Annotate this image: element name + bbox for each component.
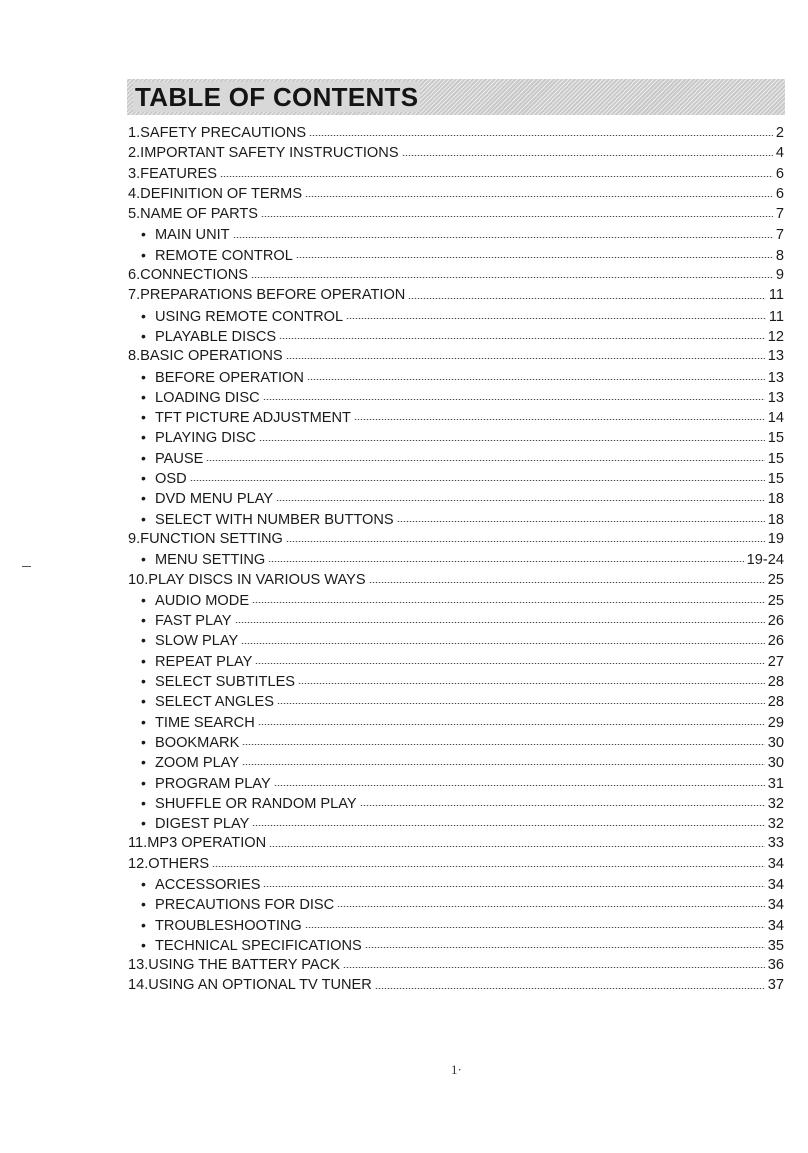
toc-entry-page: 9: [775, 267, 784, 284]
toc-entry-page: 2: [775, 125, 784, 141]
toc-entry-label: 2.IMPORTANT SAFETY INSTRUCTIONS: [128, 145, 399, 162]
toc-entry-label: DIGEST PLAY: [155, 816, 250, 833]
toc-entry[interactable]: [128, 651, 784, 671]
bullet-icon: •: [141, 875, 146, 892]
toc-entry[interactable]: [128, 184, 784, 204]
toc-entry-label: AUDIO MODE: [155, 592, 250, 609]
bullet-icon: •: [141, 551, 146, 568]
bullet-icon: •: [141, 733, 146, 750]
toc-entry[interactable]: [128, 224, 784, 244]
toc-entry-label: 14.USING AN OPTIONAL TV TUNER: [128, 977, 372, 994]
toc-entry-page: 15: [767, 450, 784, 467]
bullet-icon: •: [141, 794, 146, 811]
toc-entry[interactable]: [128, 915, 784, 935]
dot-leader: [307, 379, 765, 380]
dot-leader: [309, 135, 773, 136]
dot-leader: [305, 196, 773, 197]
dot-leader: [298, 683, 765, 684]
dot-leader: [263, 886, 764, 887]
toc-entry[interactable]: [128, 427, 784, 447]
dot-leader: [375, 988, 765, 989]
toc-entry[interactable]: [128, 326, 784, 346]
toc-entry-label: PLAYING DISC: [155, 430, 257, 447]
bullet-icon: •: [141, 673, 146, 690]
toc-entry-label: PROGRAM PLAY: [155, 775, 271, 792]
toc-entry-page: 25: [767, 571, 784, 588]
bullet-icon: •: [141, 713, 146, 730]
toc-entry[interactable]: [128, 671, 784, 691]
toc-entry[interactable]: [128, 529, 784, 549]
dot-leader: [279, 338, 765, 339]
dot-leader: [258, 724, 765, 725]
dot-leader: [305, 927, 765, 928]
page-title: TABLE OF CONTENTS: [135, 82, 419, 112]
toc-entry[interactable]: [128, 367, 784, 387]
toc-entry-page: 37: [767, 977, 784, 994]
toc-entry-page: 34: [767, 897, 784, 914]
toc-entry-page: 15: [767, 430, 784, 447]
toc-entry-label: MENU SETTING: [155, 552, 266, 569]
toc-entry-label: 5.NAME OF PARTS: [128, 206, 259, 223]
toc-entry[interactable]: [128, 752, 784, 772]
toc-entry-page: 4: [775, 145, 784, 162]
dot-leader: [337, 906, 765, 907]
toc-entry-label: 11.MP3 OPERATION: [128, 835, 267, 852]
toc-entry-label: TFT PICTURE ADJUSTMENT: [155, 410, 351, 427]
toc-entry-page: 14: [767, 410, 784, 427]
toc-entry[interactable]: [128, 610, 784, 630]
toc-entry[interactable]: [128, 935, 784, 955]
dot-leader: [286, 358, 765, 359]
toc-entry[interactable]: [128, 894, 784, 914]
dot-leader: [190, 480, 765, 481]
toc-entry-label: BEFORE OPERATION: [155, 369, 304, 386]
toc-entry-page: 18: [767, 491, 784, 508]
dot-leader: [277, 703, 765, 704]
toc-entry[interactable]: [128, 813, 784, 833]
toc-entry[interactable]: [128, 874, 784, 894]
toc-entry-page: 26: [767, 633, 784, 650]
toc-entry-page: 36: [767, 957, 784, 974]
bullet-icon: •: [141, 246, 146, 263]
toc-entry-page: 13: [767, 369, 784, 386]
toc-entry-label: SHUFFLE OR RANDOM PLAY: [155, 795, 357, 812]
toc-entry-label: MAIN UNIT: [155, 227, 230, 244]
toc-entry-page: 15: [767, 471, 784, 488]
bullet-icon: •: [141, 652, 146, 669]
toc-entry-page: 6: [775, 185, 784, 202]
toc-entry[interactable]: [128, 833, 784, 853]
dot-leader: [286, 541, 765, 542]
toc-entry-page: 29: [767, 714, 784, 731]
toc-entry-label: FAST PLAY: [155, 613, 232, 630]
toc-entry-label: SELECT SUBTITLES: [155, 674, 296, 691]
dot-leader: [241, 643, 765, 644]
toc-entry-label: SELECT WITH NUMBER BUTTONS: [155, 511, 394, 528]
dot-leader: [251, 277, 773, 278]
dot-leader: [242, 744, 764, 745]
toc-entry-page: 34: [767, 876, 784, 893]
toc-entry-page: 7: [775, 227, 784, 244]
table-of-contents: [128, 123, 784, 996]
title-banner: [127, 79, 785, 115]
dot-leader: [296, 257, 773, 258]
toc-entry[interactable]: [128, 204, 784, 224]
toc-entry-page: 34: [767, 855, 784, 872]
toc-entry-label: SELECT ANGLES: [155, 694, 274, 711]
toc-entry-label: 3.FEATURES: [128, 165, 217, 182]
bullet-icon: •: [141, 936, 146, 953]
bullet-icon: •: [141, 632, 146, 649]
bullet-icon: •: [141, 368, 146, 385]
dot-leader: [220, 176, 773, 177]
dot-leader: [365, 947, 765, 948]
bullet-icon: •: [141, 693, 146, 710]
bullet-icon: •: [141, 307, 146, 324]
bullet-icon: •: [141, 510, 146, 527]
bullet-icon: •: [141, 226, 146, 243]
toc-entry[interactable]: [128, 285, 784, 305]
bullet-icon: •: [141, 449, 146, 466]
toc-entry[interactable]: [128, 407, 784, 427]
dot-leader: [268, 561, 743, 562]
bullet-icon: •: [141, 429, 146, 446]
dot-leader: [261, 216, 773, 217]
toc-entry[interactable]: [128, 955, 784, 975]
bullet-icon: •: [141, 896, 146, 913]
toc-entry[interactable]: [128, 143, 784, 163]
toc-entry-page: 35: [767, 937, 784, 954]
page-number: 1·: [451, 1062, 462, 1077]
dot-leader: [369, 582, 765, 583]
toc-entry[interactable]: [128, 387, 784, 407]
toc-entry-label: TROUBLESHOOTING: [155, 917, 302, 934]
dot-leader: [360, 805, 765, 806]
toc-entry-label: LOADING DISC: [155, 389, 260, 406]
toc-entry-label: 6.CONNECTIONS: [128, 267, 249, 284]
dot-leader: [397, 521, 765, 522]
dot-leader: [233, 237, 773, 238]
bullet-icon: •: [141, 815, 146, 832]
dot-leader: [346, 318, 766, 319]
toc-entry-label: PLAYABLE DISCS: [155, 328, 277, 345]
toc-entry-label: PAUSE: [155, 450, 204, 467]
toc-entry-page: 11: [768, 308, 784, 325]
toc-entry-label: 12.OTHERS: [128, 855, 210, 872]
bullet-icon: •: [141, 612, 146, 629]
bullet-icon: •: [141, 754, 146, 771]
toc-entry-page: 19: [767, 530, 784, 547]
dot-leader: [242, 764, 765, 765]
toc-entry[interactable]: [128, 123, 784, 143]
toc-entry-page: 28: [767, 694, 784, 711]
dot-leader: [263, 399, 765, 400]
dot-leader: [269, 846, 765, 847]
toc-entry-label: TIME SEARCH: [155, 714, 255, 731]
toc-entry-label: 7.PREPARATIONS BEFORE OPERATION: [128, 287, 406, 304]
toc-entry-label: BOOKMARK: [155, 734, 240, 751]
toc-entry-page: 31: [767, 775, 784, 792]
toc-entry-page: 28: [767, 674, 784, 691]
toc-entry-page: 12: [767, 328, 784, 345]
dot-leader: [235, 622, 765, 623]
toc-entry[interactable]: [128, 854, 784, 874]
toc-entry-page: 7: [775, 206, 784, 223]
toc-entry-page: 33: [767, 835, 784, 852]
dot-leader: [206, 460, 764, 461]
toc-entry-label: DVD MENU PLAY: [155, 491, 274, 508]
toc-entry-label: REMOTE CONTROL: [155, 247, 293, 264]
toc-entry[interactable]: [128, 691, 784, 711]
dot-leader: [252, 825, 764, 826]
bullet-icon: •: [141, 470, 146, 487]
toc-entry[interactable]: [128, 590, 784, 610]
toc-entry-page: 30: [767, 755, 784, 772]
toc-entry-page: 32: [767, 816, 784, 833]
toc-entry[interactable]: [128, 975, 784, 995]
toc-entry-label: REPEAT PLAY: [155, 653, 253, 670]
margin-mark: [22, 566, 31, 567]
toc-entry-label: 13.USING THE BATTERY PACK: [128, 957, 340, 974]
toc-entry[interactable]: [128, 773, 784, 793]
toc-entry[interactable]: [128, 265, 784, 285]
toc-entry-page: 30: [767, 734, 784, 751]
toc-entry[interactable]: [128, 448, 784, 468]
bullet-icon: •: [141, 916, 146, 933]
dot-leader: [402, 155, 773, 156]
dot-leader: [274, 785, 765, 786]
toc-entry-page: 8: [775, 247, 784, 264]
bullet-icon: •: [141, 409, 146, 426]
toc-entry-label: SLOW PLAY: [155, 633, 239, 650]
toc-entry-page: 32: [767, 795, 784, 812]
dot-leader: [276, 500, 765, 501]
toc-entry-label: USING REMOTE CONTROL: [155, 308, 344, 325]
bullet-icon: •: [141, 388, 146, 405]
dot-leader: [343, 967, 765, 968]
toc-entry-page: 13: [767, 389, 784, 406]
toc-entry-page: 6: [775, 165, 784, 182]
toc-entry[interactable]: [128, 468, 784, 488]
bullet-icon: •: [141, 591, 146, 608]
toc-entry[interactable]: [128, 732, 784, 752]
toc-entry-label: 8.BASIC OPERATIONS: [128, 348, 283, 365]
bullet-icon: •: [141, 774, 146, 791]
dot-leader: [354, 419, 765, 420]
bullet-icon: •: [141, 327, 146, 344]
toc-entry-label: TECHNICAL SPECIFICATIONS: [155, 937, 362, 954]
toc-entry-label: ACCESSORIES: [155, 876, 261, 893]
toc-entry-label: 9.FUNCTION SETTING: [128, 530, 283, 547]
toc-entry[interactable]: [128, 630, 784, 650]
toc-entry[interactable]: [128, 306, 784, 326]
toc-entry[interactable]: [128, 346, 784, 366]
toc-entry-label: ZOOM PLAY: [155, 755, 240, 772]
toc-entry-page: 27: [767, 653, 784, 670]
toc-entry[interactable]: [128, 570, 784, 590]
toc-entry[interactable]: [128, 245, 784, 265]
toc-entry-label: OSD: [155, 471, 187, 488]
toc-entry-label: PRECAUTIONS FOR DISC: [155, 897, 335, 914]
dot-leader: [255, 663, 764, 664]
toc-entry-label: 4.DEFINITION OF TERMS: [128, 185, 303, 202]
toc-entry-page: 18: [767, 511, 784, 528]
toc-entry[interactable]: [128, 712, 784, 732]
toc-entry[interactable]: [128, 509, 784, 529]
toc-entry[interactable]: [128, 488, 784, 508]
dot-leader: [408, 298, 766, 299]
toc-entry-label: 1.SAFETY PRECAUTIONS: [128, 125, 307, 141]
toc-entry-page: 11: [768, 287, 784, 304]
toc-entry-page: 26: [767, 613, 784, 630]
toc-entry[interactable]: [128, 549, 784, 569]
toc-entry-page: 34: [767, 917, 784, 934]
dot-leader: [259, 440, 765, 441]
dot-leader: [212, 866, 765, 867]
toc-entry-page: 13: [767, 348, 784, 365]
toc-entry[interactable]: [128, 793, 784, 813]
bullet-icon: •: [141, 490, 146, 507]
toc-entry-page: 19-24: [746, 552, 784, 569]
toc-entry-page: 25: [767, 592, 784, 609]
toc-entry-label: 10.PLAY DISCS IN VARIOUS WAYS: [128, 571, 366, 588]
toc-entry[interactable]: [128, 164, 784, 184]
dot-leader: [252, 602, 765, 603]
